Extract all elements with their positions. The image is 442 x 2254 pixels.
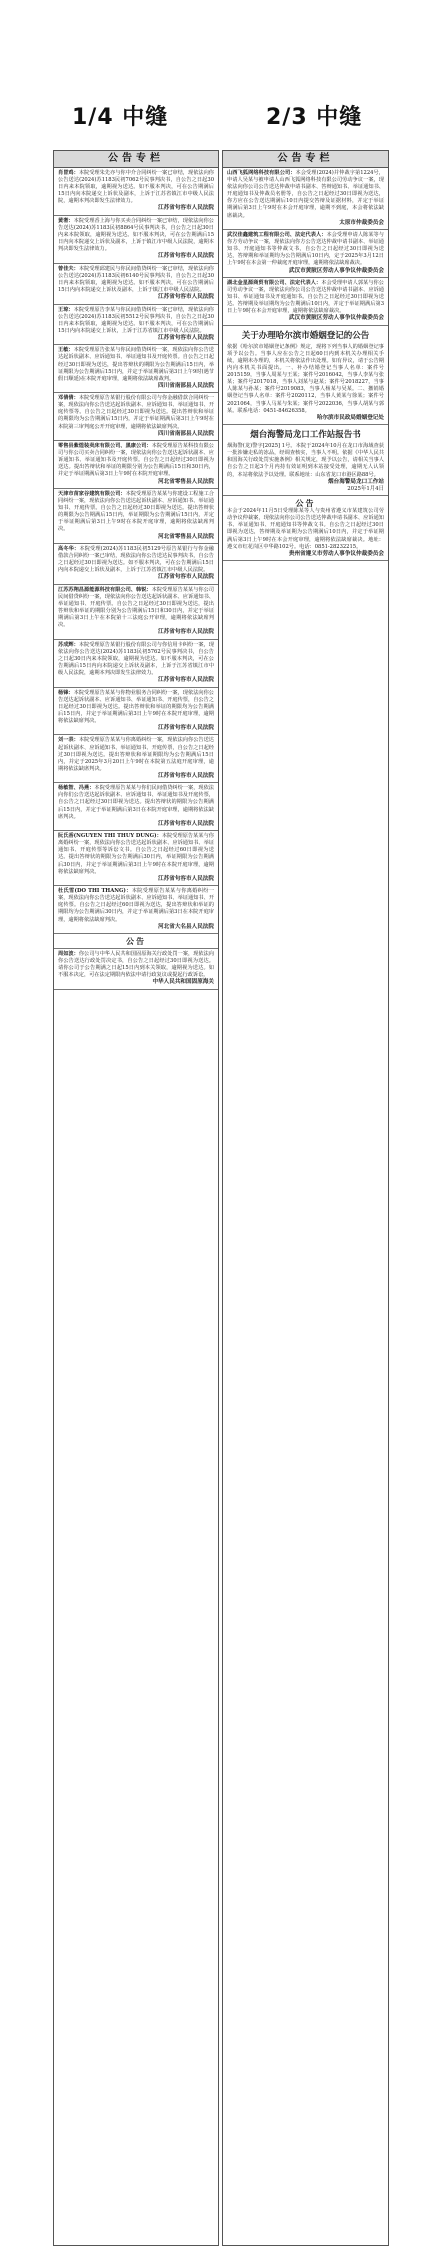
notice-item bbox=[54, 949, 218, 990]
notice-body bbox=[227, 170, 384, 220]
notice-item bbox=[223, 278, 388, 326]
notice-body bbox=[58, 587, 214, 630]
column-header: 公告专栏 bbox=[54, 151, 218, 168]
notice-recipient: 湖北金星源商贸有限公司、法定代表人： bbox=[227, 279, 322, 286]
notice-text: 本院受理原告某某与你离婚纠纷一案，现依法向你公告送达起诉状副本、应诉通知书、举证通知书、开庭传票等诉讼文书。自公告之日起经过60日即视为送达。提出答辩状的期限为公告期满后30日内，举证期限为公告期满后30日内，并定于举证期满后第3日上午9时在本院开庭审理，逾期将依法缺席判决。 bbox=[58, 833, 214, 875]
notice-item bbox=[54, 264, 218, 305]
column-header: 公告专栏 bbox=[223, 151, 388, 168]
notice-item bbox=[223, 326, 388, 425]
seam-label-right: 2/3 中缝 bbox=[266, 105, 363, 130]
notice-text: 本会受理申请人郭某与你公司劳动争议一案，现依法向你公司公告送达仲裁申请书副本、应诉通知书、举证通知书及开庭通知书。自公告之日起经过30日即视为送达。答辩期及举证期均为公告期满后10日内，并定于举证期满后第3日上午9时在本会开庭审理，逾期将依法缺席裁决。 bbox=[227, 279, 384, 315]
notice-text: 烟海警(龙)警字[2025] 1号。本院于2024年10月在龙口市海域查获一批涉嫌走私的冻品，经调查核实，当事人不明。依据《中华人民共和国海关行政处罚实施条例》相关规定，现予以公告，请相关当事人自公告之日起3个月内持有效证明到本站接受处理，逾期无人认领的，本站将依法予以处理。联系地址：山东省龙口市港区路88号。 bbox=[227, 443, 384, 478]
notice-body bbox=[58, 307, 214, 335]
notice-list bbox=[223, 168, 388, 561]
notice-signature: 江苏省句容市人民法院 bbox=[158, 253, 214, 260]
notice-body bbox=[227, 443, 384, 478]
notice-text: 本会受理申请人陈某等与你方劳动争议一案，现依法向你方公告送达仲裁申请书副本、举证通知书、开庭通知书等仲裁文书，自公告之日起经过30日即视为送达，答辩期和举证期均为公告期满后10日内，定于2025年3月12日上午9时在本会第一仲裁庭开庭审理，逾期将依法缺席裁决。 bbox=[227, 232, 384, 267]
notice-item bbox=[54, 640, 218, 688]
notice-signature: 江苏省句容市人民法院 bbox=[158, 205, 214, 212]
notice-text: 本院受理原告张某与你民间借贷纠纷一案，现依法向你公告送达起诉状副本、应诉通知书、举证通知书及开庭传票。自公告之日起经过30日即视为送达，提出答辩状的期限为公告期满后15日内，举证期限为公告期满后15日内，并定于举证期满后第3日上午9时(遇节假日顺延)在本院开庭审理，逾期将依法缺席裁判。 bbox=[58, 347, 214, 382]
notice-text: 本会于2024年11月5日受理陈某等人与贵州省遵义市某建筑公司劳动争议仲裁案，现依法向你公司公告送达仲裁申请书副本、应诉通知书、举证通知书、开庭通知书等仲裁文书。自公告之日起经过30日即视为送达，答辩期及举证期为公告期满后10日内，并定于举证期满后第3日上午9时在本会开庭审理，逾期将依法缺席裁决。地址：遵义市红花岗区中华路102号。电话：0851-28232215。 bbox=[227, 508, 384, 550]
notice-body bbox=[58, 347, 214, 382]
notice-text: 本院受理原告李某与你民间借贷纠纷一案已审结，现依法向你公告送达(2024)苏1183民初5512号民事判决书，自公告之日起30日内来本院领取，逾期视为送达。如不服本判决，可在公告期满后15日内向本院递交上诉状，上诉于江苏省镇江市中级人民法院。 bbox=[58, 306, 214, 334]
notice-recipient: 江苏苏翔昌源能源科技有限公司、韩锐： bbox=[58, 586, 152, 593]
notice-signature: 河北省零售县人民法院 bbox=[158, 533, 214, 540]
notice-item bbox=[54, 735, 218, 783]
notice-signature: 武汉市黄陂区劳动人事争议仲裁委员会 bbox=[288, 267, 384, 274]
notice-signature: 哈尔滨市民政局婚姻登记处 bbox=[316, 414, 384, 421]
notice-text: 本院受理原告某银行股份有限公司与你金融借款合同纠纷一案，现依法向你公告送达起诉状副本、应诉通知书、举证通知书、开庭传票等。自公告之日起经过30日即视为送达。提出答辩状和举证的期限均为公告期满后15日内，并定于举证期满后第3日上午9时在本院第三审判庭公开开庭审理，逾期将依法缺席判决。 bbox=[58, 395, 214, 430]
notice-recipient: 阮氏香(NGUYEN THI THUY DUNG)： bbox=[58, 833, 162, 840]
notice-body bbox=[58, 642, 214, 677]
notice-signature: 江苏省句容市人民法院 bbox=[158, 820, 214, 827]
notice-item bbox=[223, 230, 388, 278]
notice-column-right bbox=[222, 150, 389, 2246]
notice-signature: 四川省南部县人民法院 bbox=[158, 430, 214, 437]
notice-item bbox=[54, 489, 218, 544]
notice-body bbox=[58, 833, 214, 876]
notice-signature: 河北省大名县人民法院 bbox=[158, 923, 214, 930]
notice-signature: 烟台海警局龙口工作站 bbox=[328, 478, 384, 485]
notice-title: 关于办理哈尔滨市婚姻登记的公告 bbox=[241, 330, 370, 341]
notice-item bbox=[54, 393, 218, 441]
seam-label-left: 1/4 中缝 bbox=[72, 105, 169, 130]
notice-body bbox=[58, 170, 214, 205]
notice-body bbox=[227, 344, 384, 415]
notice-text: 本院受理原告某某与你离婚纠纷一案，现依法向你公告送达起诉状副本、应诉通知书、举证通知书、开庭传票。自公告之日起经过60日即视为送达，提出答辩状和举证的期限均为公告期满后30日内，并定于举证期满后第3日在本院开庭审理，逾期将依法缺席判决。 bbox=[58, 888, 214, 923]
notice-text: 本院受理原告某某与你们民间借贷纠纷一案，现依法向你们公告送达起诉状副本、应诉通知书、举证通知书及开庭传票，自公告之日起经过30日即视为送达。提出答辩状的期限为公告期满后15日内，并定于举证期满后第3日在本院开庭审理，逾期将依法缺席判决。 bbox=[58, 785, 214, 820]
notice-body bbox=[58, 951, 214, 979]
notice-item bbox=[54, 168, 218, 216]
notice-column-left bbox=[53, 150, 219, 2246]
notice-recipient: 武汉佳鑫建筑工程有限公司、法定代表人： bbox=[227, 232, 327, 239]
notice-body bbox=[58, 266, 214, 294]
notice-item bbox=[54, 345, 218, 393]
notice-recipient: 黄奢： bbox=[58, 217, 74, 224]
notice-text: 本院受理香上海与你买卖合同纠纷一案已审结，现依法向你公告送达(2024)苏1183民初8864号民事判决书，自公告之日起30日内来本院领取，逾期视为送达。如不服本判决，可在公告期满后15日内向本院递交上诉状及副本，上诉于镇江市中级人民法院，逾期本判决即发生法律效力。 bbox=[58, 217, 214, 253]
notice-body bbox=[58, 443, 214, 478]
notice-title: 烟台海警局龙口工作站报告书 bbox=[250, 430, 361, 441]
notice-signature: 江苏省句容市人民法院 bbox=[158, 629, 214, 636]
notice-text: 本院受理原告某某与你公司民间借贷纠纷一案，现依法向你公告送达起诉状副本、应诉通知书、举证通知书、开庭传票。自公告之日起经过30日即视为送达，提出答辩状和举证的期限分别为公告期满后15日和30日内，并定于举证期满后第3日上午在本院第十三法庭公开审理，逾期将依法缺席判决。 bbox=[58, 586, 214, 629]
notice-item bbox=[223, 168, 388, 230]
notice-signature: 河北省零售县人民法院 bbox=[158, 478, 214, 485]
notice-item bbox=[54, 886, 218, 934]
notice-text: 本院受理原告某某与你物业服务合同纠纷一案，现依法向你公告送达起诉状副本、应诉通知书、举证通知书、开庭传票，自公告之日起经过30日即视为送达。提出答辩状和举证的期限均为公告期满后15日内，并定于举证期满后第3日上午9时在本院开庭审理，逾期将依法缺席判决。 bbox=[58, 689, 214, 724]
notice-text: 本院受理原告某科技有限公司与你公司买卖合同纠纷一案，现依法向你公告送达起诉状副本、应诉通知书、举证通知书及开庭传票。自公告之日起经过30日即视为送达。提出答辩状和举证的期限分别为公告期满后15日和30日内，并定于举证期满后第3日上午9时在本院开庭审理。 bbox=[58, 443, 214, 478]
notice-body bbox=[58, 395, 214, 430]
notice-text: 本院受理(2024)苏1183民初5129号原告某银行与你金融借款合同纠纷一案已审结，现依法向你公告送达民事判决书，自公告之日起经过30日即视为送达。如不服本判决，可在公告期满后15日内向本院递交上诉状及副本，上诉于江苏省镇江市中级人民法院。 bbox=[58, 545, 214, 574]
notice-signature: 中华人民共和国固原海关 bbox=[152, 979, 214, 986]
notice-recipient: 苏成辉： bbox=[58, 641, 79, 648]
notice-signature: 江苏省句容市人民法院 bbox=[158, 725, 214, 731]
notice-body bbox=[227, 232, 384, 267]
notice-recipient: 杨敏智、冯燕： bbox=[58, 785, 95, 792]
notice-signature: 武汉市黄陂区劳动人事争议仲裁委员会 bbox=[288, 315, 384, 322]
notice-body bbox=[58, 737, 214, 772]
notice-item bbox=[54, 585, 218, 640]
notice-recipient: 邓倩倩： bbox=[58, 395, 79, 402]
notice-body bbox=[58, 888, 214, 923]
notice-recipient: 高冬华： bbox=[58, 545, 80, 552]
notice-recipient: 曾佳夫： bbox=[58, 265, 79, 272]
notice-signature: 贵州省遵义市劳动人事争议仲裁委员会 bbox=[288, 550, 384, 557]
notice-recipient: 刘一表： bbox=[58, 737, 79, 744]
notice-item bbox=[54, 544, 218, 585]
notice-item bbox=[54, 441, 218, 489]
notice-recipient: 杜氏雪(DO THI THANG)： bbox=[58, 888, 132, 895]
notice-recipient: 天津市苗家谷建筑有限公司： bbox=[58, 490, 126, 497]
notice-item bbox=[54, 216, 218, 264]
notice-item bbox=[223, 425, 388, 496]
notice-body bbox=[58, 546, 214, 574]
notice-signature: 江苏省句容市人民法院 bbox=[158, 772, 214, 779]
notice-title: 公告 bbox=[126, 936, 146, 946]
notice-item bbox=[54, 305, 218, 346]
notice-body bbox=[58, 785, 214, 820]
notice-text: 你公司与中华人民共和国固原海关行政处罚一案，现依法向你公告送达行政处罚决定书，自公告之日起经过30日即视为送达。请你公司于公告期满之日起15日内到本关领取，逾期视为送达。如不服本决定，可在法定期限内依法申请行政复议或提起行政诉讼。 bbox=[58, 951, 214, 979]
notice-text: 本院受理朱先亦与你中介合同纠纷一案已审结，现依法向你公告送达(2024)苏1183民初7062号民事判决书，自公告之日起30日内来本院领取，逾期视为送达。如不服本判决，可在公告期满后15日内向本院递交上诉状及副本，上诉于江苏省镇江市中级人民法院，逾期本判决即发生法律效力。 bbox=[58, 170, 214, 205]
notice-recipient: 杨锋： bbox=[58, 689, 74, 696]
notice-item bbox=[223, 496, 388, 561]
notice-item bbox=[54, 831, 218, 886]
notice-signature: 太原市仲裁委员会 bbox=[339, 219, 384, 226]
notice-signature: 江苏省句容市人民法院 bbox=[158, 677, 214, 684]
notice-body bbox=[227, 280, 384, 315]
notice-text: 本会受理(2024)并仲裁字第1224号，申请人吴某与被申请人山西飞狐网络科技有限公司劳动争议一案，现依法向你公司公告送达仲裁申请书副本、答辩通知书、举证通知书、开庭通知书及仲裁员名册等，自公告之日起经过30日即视为送达，你方应在公告送达期满后10日内提交答辩及证据材料，并定于举证期满后第3日上午9时在本会开庭审理，逾期不到庭，本会将依法缺席裁决。 bbox=[227, 170, 384, 219]
notice-item bbox=[54, 934, 218, 949]
notice-text: 本院受理原告某某与你离婚纠纷一案，现依法向你公告送达起诉状副本、应诉通知书、举证通知书、开庭传票，自公告之日起经过30日即视为送达。提出答辩状和举证期限均为公告期满后15日内，并定于2025年3月20日上午9时在本院第五法庭开庭审理，逾期将依法缺席判决。 bbox=[58, 737, 214, 772]
notice-body bbox=[58, 690, 214, 725]
notice-list bbox=[54, 168, 218, 990]
notice-recipient: 山西飞狐网络科技有限公司： bbox=[227, 170, 296, 176]
notice-title: 公告 bbox=[295, 498, 316, 509]
notice-item bbox=[54, 783, 218, 831]
notice-signature: 江苏省句容市人民法院 bbox=[158, 294, 214, 301]
notice-body bbox=[58, 218, 214, 253]
notice-text: 本院受理原告某银行股份有限公司与你信用卡纠纷一案，现依法向你公告送达(2024)苏1183民初5762号民事判决书，自公告之日起30日内来本院领取，逾期视为送达。如不服本判决，可在公告期满后15日内向本院递交上诉状及副本，上诉于江苏省镇江市中级人民法院，逾期本判决即发生法律效力。 bbox=[58, 641, 214, 677]
notice-text: 依据《哈尔滨市婚姻登记条例》规定，现将下列当事人的婚姻登记事项予以公告。当事人应在公告之日起60日内到本机关办理相关手续，逾期未办理的，本机关将依法作出处理。如有异议，请于公告期内向本机关书面提出。一、补办结婚登记当事人名单：案件号2015159，当事人周某与王某；案件号2016042，当事人李某与张某；案件号2017018，当事人刘某与赵某；案件号2018227，当事人陈某与孙某；案件号2019083，当事人杨某与吴某。二、撤销婚姻登记当事人名单：案件号2020112，当事人黄某与徐某；案件号2021064，当事人马某与朱某；案件号2022036，当事人胡某与郭某。联系电话：0451-84626358。 bbox=[227, 343, 384, 414]
notice-signature: 江苏省句容市人民法院 bbox=[158, 875, 214, 882]
notice-signature: 四川省南部县人民法院 bbox=[158, 382, 214, 389]
notice-text: 本院受理原告某某与你建设工程施工合同纠纷一案，现依法向你公告送达起诉状副本、应诉通知书、举证通知书、开庭传票。自公告之日起经过30日即视为送达。提出答辩状的期限为公告期满后15日内，举证期限为公告期满后15日内，并定于举证期满后第3日上午9时在本院开庭审理，逾期将依法缺席判决。 bbox=[58, 490, 214, 533]
notice-recipient: 周如波： bbox=[58, 951, 79, 957]
notice-recipient: 王敏： bbox=[58, 347, 74, 354]
notice-item bbox=[54, 688, 218, 736]
notice-body bbox=[58, 491, 214, 534]
notice-body bbox=[227, 508, 384, 551]
notice-signature: 江苏省句容市人民法院 bbox=[158, 574, 214, 581]
notice-recipient: 肖冒鸡： bbox=[58, 170, 79, 176]
notice-text: 本院受理邱建民与你民间借贷纠纷一案已审结，现依法向你公告送达(2024)苏1183民初6140号民事判决书，自公告之日起30日内来本院领取，逾期视为送达。如不服本判决，可在公告期满后15日内向本院递交上诉状及副本，上诉于镇江市中级人民法院。 bbox=[58, 265, 214, 294]
notice-recipient: 王琼： bbox=[58, 306, 74, 313]
notice-signature: 江苏省句容市人民法院 bbox=[158, 334, 214, 341]
notice-recipient: 零售县紫煌装卖床有限公司、黑康公司： bbox=[58, 443, 152, 450]
notice-date: 2025年1月4日 bbox=[347, 486, 384, 493]
